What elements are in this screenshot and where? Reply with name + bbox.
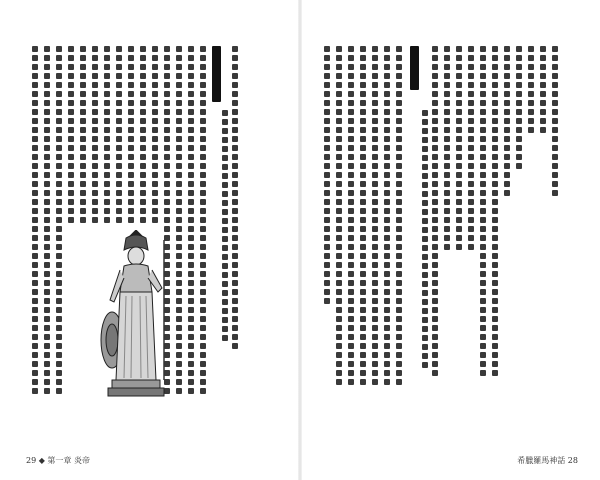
- text-column: [176, 46, 182, 397]
- section-heading: [410, 46, 420, 90]
- text-column: [360, 46, 366, 388]
- text-column: [140, 46, 146, 226]
- text-column: [540, 46, 546, 136]
- section-heading: [212, 46, 222, 102]
- text-column: [44, 46, 50, 397]
- athena-statue-illustration: [96, 230, 176, 400]
- text-column: [552, 46, 558, 199]
- text-column: [492, 46, 498, 379]
- text-column: [80, 46, 86, 226]
- text-column: [456, 46, 462, 253]
- text-column: [232, 46, 238, 352]
- text-column: [336, 46, 342, 388]
- text-column: [516, 46, 522, 172]
- text-column: [372, 46, 378, 388]
- text-column: [348, 46, 354, 388]
- text-column: [444, 46, 450, 253]
- text-column: [92, 46, 98, 226]
- text-column: [324, 46, 330, 307]
- text-column: [104, 46, 110, 226]
- right-page: [300, 0, 600, 480]
- text-column: [56, 46, 62, 397]
- text-column: [422, 110, 428, 371]
- text-column: [384, 46, 390, 388]
- text-column: [222, 110, 228, 344]
- text-column: [116, 46, 122, 226]
- text-column: [32, 46, 38, 397]
- text-column: [480, 46, 486, 379]
- text-column: [188, 46, 194, 397]
- text-column: [468, 46, 474, 253]
- left-page-footer: 29 ◆ 第一章 炎帝: [26, 456, 90, 465]
- text-column: [68, 46, 74, 226]
- text-column: [432, 46, 438, 379]
- text-column: [128, 46, 134, 226]
- text-column: [200, 46, 206, 397]
- text-column: [504, 46, 510, 199]
- text-column: [152, 46, 158, 226]
- right-page-footer: 希臘羅馬神話 28: [517, 456, 578, 465]
- text-column: [396, 46, 402, 388]
- text-column: [528, 46, 534, 136]
